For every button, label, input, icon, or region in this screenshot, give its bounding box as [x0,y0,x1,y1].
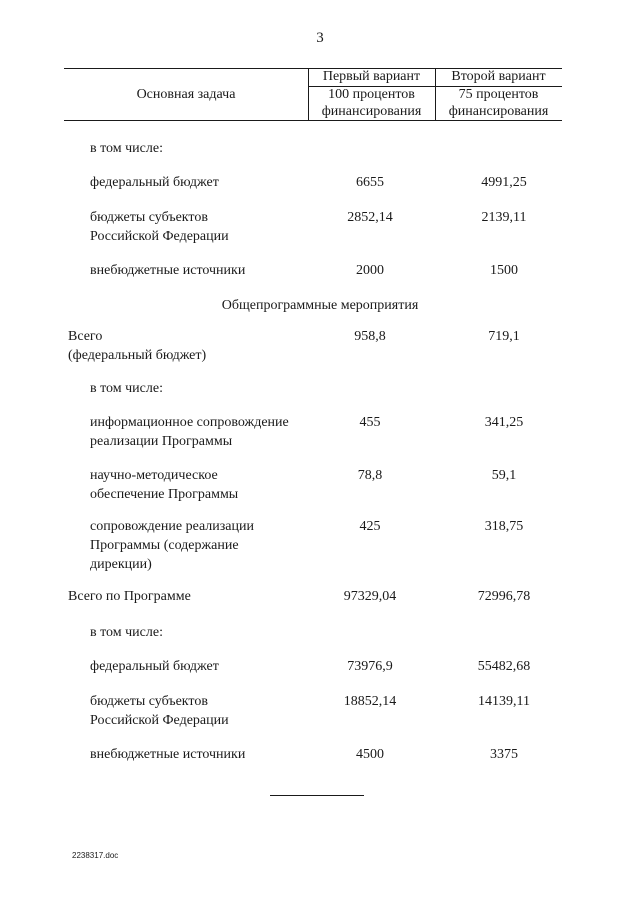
row-label [68,327,206,365]
value-variant2: 3375 [490,747,518,762]
header-bottom-rule [64,120,562,121]
row-label [90,139,163,158]
row-label-line: в том числе: [90,381,163,396]
value-variant1: 78,8 [357,468,383,483]
row-label-line: бюджеты субъектов [90,210,208,225]
end-rule [270,795,364,796]
row-label-line: Российской Федерации [90,713,229,728]
row-label [90,692,229,730]
row-label [90,745,245,764]
value-variant1: 4500 [356,747,384,762]
value-variant1: 18852,14 [343,694,397,709]
row-label [90,657,219,676]
value-variant2: 318,75 [484,519,524,534]
value-variant1: 2000 [356,263,384,278]
row-label-line: Программы (содержание [90,538,239,553]
value-variant2: 1500 [490,263,518,278]
row-label-line: внебюджетные источники [90,263,246,278]
header-variant2-sub2: финансирования [448,104,549,119]
value-variant1: 97329,04 [343,589,397,604]
row-label-line: бюджеты субъектов [90,694,208,709]
row-label-line: реализации Программы [90,434,233,449]
table-header [64,64,562,120]
value-variant1: 73976,9 [347,659,393,674]
row-label [90,261,245,280]
value-variant1: 2852,14 [347,210,393,225]
value-variant2: 72996,78 [477,589,531,604]
row-label [90,379,163,398]
value-variant2: 14139,11 [478,694,530,709]
value-variant2: 2139,11 [481,210,527,225]
value-variant2: 341,25 [484,415,524,430]
row-label-line: (федеральный бюджет) [68,348,207,363]
row-label-line: в том числе: [90,141,163,156]
value-variant1: 6655 [356,175,384,190]
header-variant1-sub1: 100 процентов [328,87,415,102]
value-variant2: 55482,68 [477,659,531,674]
row-label-line: информационное сопровождение [90,415,289,430]
header-variant1-sub2: финансирования [321,104,422,119]
value-variant1: 425 [359,519,381,534]
value-variant1: 455 [359,415,381,430]
row-label [68,587,191,606]
value-variant2: 4991,25 [481,175,527,190]
row-label-line: Всего по Программе [68,589,191,604]
row-label-line: Российской Федерации [90,229,229,244]
row-label-line: дирекции) [90,557,152,572]
header-variant2-sub1: 75 процентов [458,87,539,102]
row-label-line: внебюджетные источники [90,747,246,762]
document-id: 2238317.doc [72,851,119,860]
row-label [90,208,229,246]
row-label-line: в том числе: [90,625,163,640]
row-label-line: научно-методическое [90,468,218,483]
row-label [90,173,219,192]
row-label-line: федеральный бюджет [90,659,219,674]
header-variant2-title: Второй вариант [451,69,546,84]
value-variant1: 958,8 [354,329,386,344]
row-label [90,623,163,642]
header-variant1-title: Первый вариант [322,69,421,84]
row-label-line: сопровождение реализации [90,519,255,534]
row-label [90,413,289,451]
row-label [90,466,238,504]
header-task: Основная задача [136,87,236,102]
section-title: Общепрограммные мероприятия [221,298,419,313]
value-variant2: 59,1 [491,468,517,483]
row-label [90,517,254,574]
row-label-line: Всего [68,329,103,344]
row-label-line: федеральный бюджет [90,175,219,190]
value-variant2: 719,1 [488,329,520,344]
page-number: 3 [316,30,324,46]
row-label-line: обеспечение Программы [90,487,239,502]
